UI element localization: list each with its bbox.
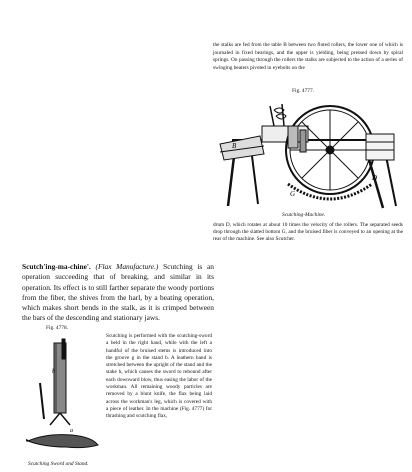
fig-4778-label: Fig. 4778.: [46, 325, 69, 331]
entry-field: (Flax Manufacture.): [95, 262, 159, 271]
machine-letter-g: G: [290, 190, 296, 198]
entry-scutching-machine: [22, 262, 214, 324]
right-column-bottom-text: drum D, which rotates at about 10 times the velocity of the rollers. The separated seeds drop through the slatted bottom G, and the bruised fiber is conveyed to an opening at the rear of the machine. See also Scutcher.: [213, 222, 403, 243]
sword-letter-b: b: [52, 369, 55, 375]
fig-4777-label: Fig. 4777.: [292, 88, 315, 94]
scutching-process-text: Scutching is performed with the scutching-sword a held in the right hand, while with the left a handful of the bruised stems is introduced into the groove g in the stand b. A leathern band is stretched between the upright of the stand and the stake h, which causes the sword to rebound after each downward blow, thus easing the labor of the workman. All remaining woody particles are removed by a blunt knife, the flax being laid across the workman's leg, which is covered with a piece of leather. In the machine (Fig. 4777) for thrashing and scutching flax,: [106, 333, 212, 420]
entry-body: Scutching is an operation succeeding that of breaking, and similar in its operation. Its effect is to still farther separate the woody portions from the fiber, the shives from the harl, by a beating operation, which makes short bends in the stalk, as it is crimped between the bars of the descending and stationary jaws.: [22, 262, 214, 323]
sword-letter-a: a: [70, 428, 73, 434]
machine-letter-b: B: [232, 142, 237, 150]
scutching-sword-illustration: [26, 333, 104, 461]
entry-headword: Scutch'ing-ma-chine'.: [22, 262, 91, 271]
machine-letter-d: D: [372, 174, 378, 182]
fig-4777-caption: Scutching-Machine.: [282, 212, 326, 218]
right-column-top-text: the stalks are fed from the table B between two fluted rollers, the lower one of which is journaled in fixed bearings, and the upper is yielding, being pressed down by spiral springs. On passing through the rollers the stalks are subjected to the action of a series of swinging beaters pivoted in eyebolts on the: [213, 42, 403, 71]
fig-4778-caption: Scutching Sword and Stand.: [28, 461, 89, 467]
scutching-machine-illustration: [218, 96, 404, 214]
